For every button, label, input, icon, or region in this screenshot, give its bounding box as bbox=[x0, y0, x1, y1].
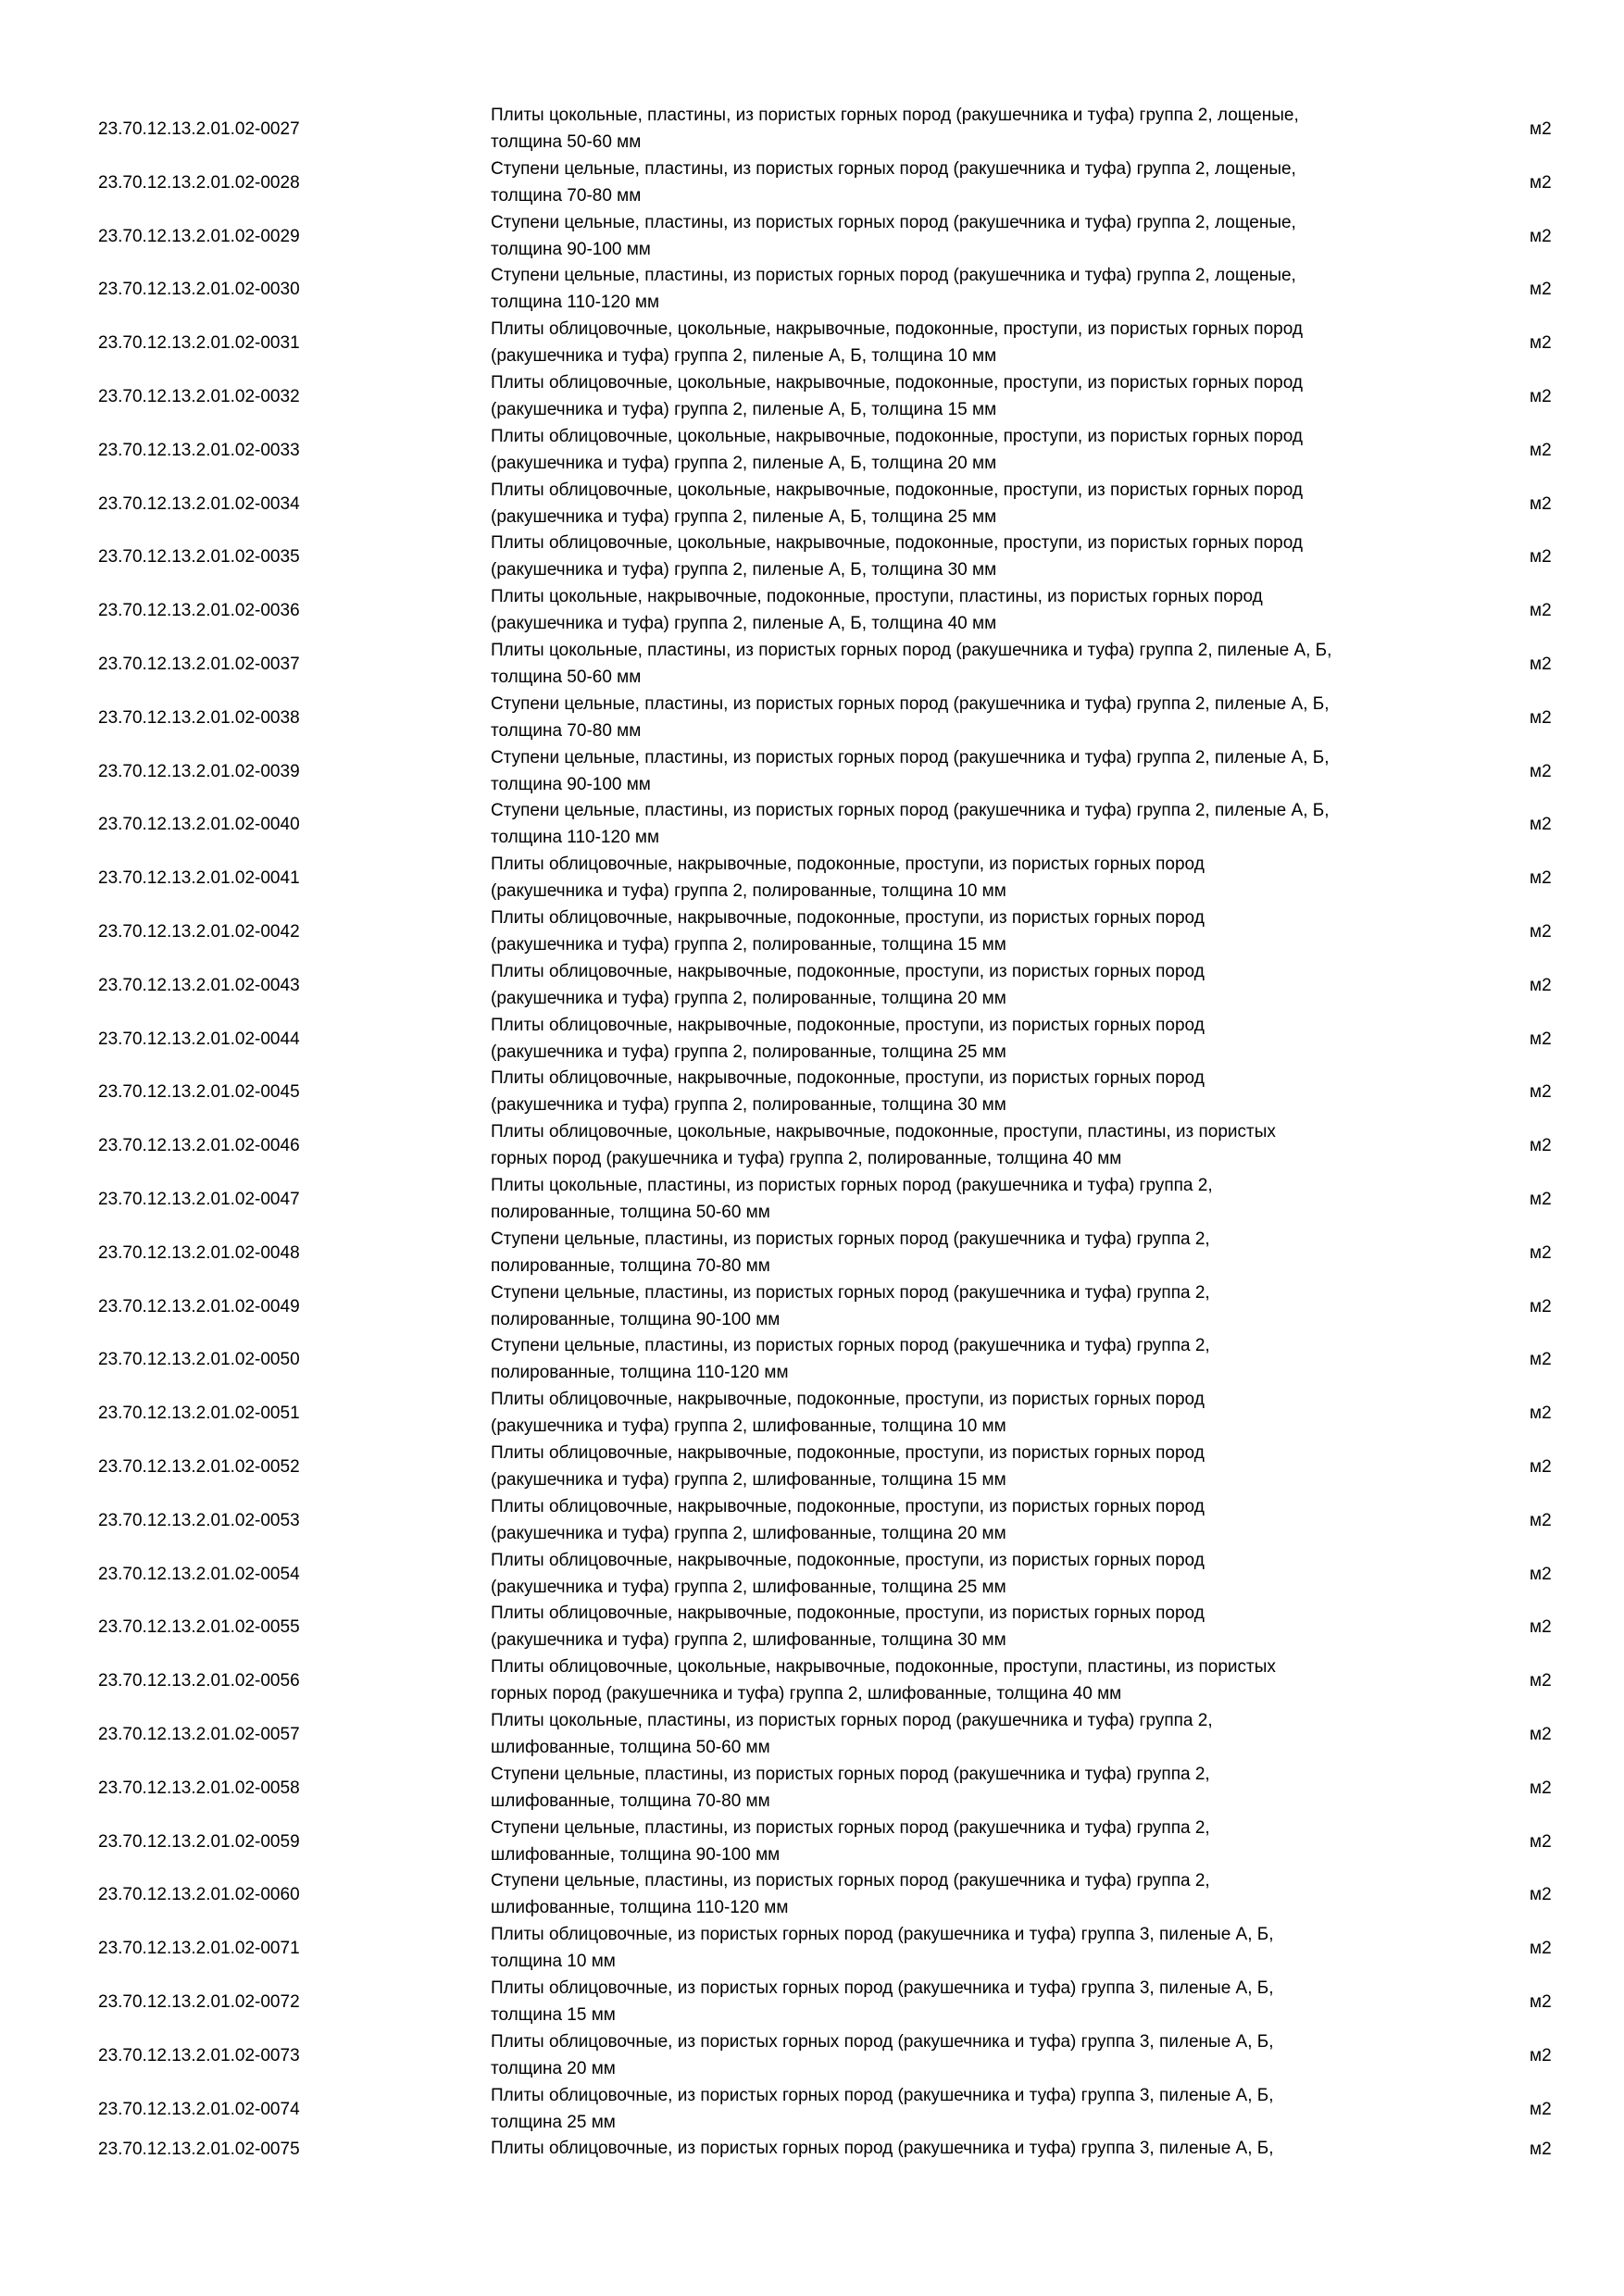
row-code: 23.70.12.13.2.01.02-0075 bbox=[98, 2140, 300, 2160]
description-line: Плиты облицовочные, из пористых горных пород (ракушечника и туфа) группа 3, пиленые А, Б, bbox=[491, 2031, 1274, 2052]
description-line: Плиты облицовочные, из пористых горных пород (ракушечника и туфа) группа 3, пиленые А, Б, bbox=[491, 2139, 1274, 2159]
row-unit: м2 bbox=[1530, 172, 1552, 193]
row-code: 23.70.12.13.2.01.02-0057 bbox=[98, 1725, 300, 1744]
description-line: (ракушечника и туфа) группа 2, шлифованные, толщина 30 мм bbox=[491, 1630, 1006, 1651]
description-line: Плиты цокольные, пластины, из пористых горных пород (ракушечника и туфа) группа 2, пиленые А, Б, bbox=[491, 641, 1332, 660]
description-line: Ступени цельные, пластины, из пористых горных пород (ракушечника и туфа) группа 2, bbox=[491, 1282, 1210, 1303]
description-line: Плиты облицовочные, накрывочные, подоконные, проступи, из пористых горных пород bbox=[491, 908, 1205, 928]
description-line: Плиты облицовочные, цокольные, накрывочные, подоконные, проступи, пластины, из пористых bbox=[491, 1657, 1276, 1678]
row-unit: м2 bbox=[1530, 1404, 1552, 1424]
description-line: шлифованные, толщина 90-100 мм bbox=[491, 1844, 781, 1865]
row-description bbox=[491, 1600, 1509, 1653]
row-unit: м2 bbox=[1530, 547, 1552, 568]
row-unit: м2 bbox=[1530, 1885, 1552, 1905]
row-unit: м2 bbox=[1530, 2045, 1552, 2065]
row-description bbox=[491, 1975, 1509, 2028]
row-code: 23.70.12.13.2.01.02-0071 bbox=[98, 1939, 300, 1959]
row-description bbox=[491, 156, 1509, 209]
description-line: Плиты цокольные, пластины, из пористых горных пород (ракушечника и туфа) группа 2, лощеные, bbox=[491, 106, 1299, 125]
row-code: 23.70.12.13.2.01.02-0031 bbox=[98, 333, 300, 354]
row-description bbox=[491, 1867, 1509, 1921]
description-line: толщина 90-100 мм bbox=[491, 774, 651, 794]
description-line: Ступени цельные, пластины, из пористых горных пород (ракушечника и туфа) группа 2, bbox=[491, 1764, 1210, 1784]
description-line: Плиты облицовочные, накрывочные, подоконные, проступи, из пористых горных пород bbox=[491, 961, 1205, 981]
row-code: 23.70.12.13.2.01.02-0074 bbox=[98, 2099, 300, 2119]
description-line: (ракушечника и туфа) группа 2, полированные, толщина 15 мм bbox=[491, 935, 1006, 955]
description-line: Плиты облицовочные, накрывочные, подоконные, проступи, из пористых горных пород bbox=[491, 1068, 1205, 1089]
row-code: 23.70.12.13.2.01.02-0044 bbox=[98, 1029, 300, 1049]
row-code: 23.70.12.13.2.01.02-0058 bbox=[98, 1778, 300, 1798]
row-code: 23.70.12.13.2.01.02-0033 bbox=[98, 440, 300, 460]
row-unit: м2 bbox=[1530, 655, 1552, 674]
row-description bbox=[491, 1547, 1509, 1601]
row-code: 23.70.12.13.2.01.02-0048 bbox=[98, 1242, 300, 1263]
row-description bbox=[491, 530, 1509, 583]
description-line: полированные, толщина 70-80 мм bbox=[491, 1255, 770, 1276]
description-line: толщина 70-80 мм bbox=[491, 720, 642, 741]
description-line: (ракушечника и туфа) группа 2, пиленые А, Б, толщина 25 мм bbox=[491, 506, 997, 527]
row-description bbox=[491, 797, 1509, 851]
description-line: (ракушечника и туфа) группа 2, пиленые А, Б, толщина 10 мм bbox=[491, 346, 997, 367]
row-unit: м2 bbox=[1530, 1242, 1552, 1263]
row-unit: м2 bbox=[1530, 333, 1552, 354]
row-description bbox=[491, 1012, 1509, 1066]
row-unit: м2 bbox=[1530, 1778, 1552, 1798]
row-code: 23.70.12.13.2.01.02-0034 bbox=[98, 493, 300, 514]
row-unit: м2 bbox=[1530, 1457, 1552, 1477]
row-description bbox=[491, 1653, 1509, 1707]
row-unit: м2 bbox=[1530, 1350, 1552, 1370]
description-line: Ступени цельные, пластины, из пористых горных пород (ракушечника и туфа) группа 2, пиленые А, Б, bbox=[491, 801, 1330, 821]
row-code: 23.70.12.13.2.01.02-0042 bbox=[98, 922, 300, 942]
row-code: 23.70.12.13.2.01.02-0045 bbox=[98, 1082, 300, 1103]
row-unit: м2 bbox=[1530, 975, 1552, 995]
description-line: Плиты облицовочные, цокольные, накрывочные, подоконные, проступи, из пористых горных пород bbox=[491, 319, 1303, 340]
row-description bbox=[491, 583, 1509, 637]
description-line: (ракушечника и туфа) группа 2, шлифованные, толщина 25 мм bbox=[491, 1577, 1006, 1597]
row-code: 23.70.12.13.2.01.02-0051 bbox=[98, 1404, 300, 1424]
row-description bbox=[491, 1065, 1509, 1118]
description-line: шлифованные, толщина 110-120 мм bbox=[491, 1898, 789, 1918]
description-line: Плиты облицовочные, цокольные, накрывочные, подоконные, проступи, из пористых горных пород bbox=[491, 373, 1303, 393]
description-line: Ступени цельные, пластины, из пористых горных пород (ракушечника и туфа) группа 2, пиленые А, Б, bbox=[491, 693, 1330, 714]
row-unit: м2 bbox=[1530, 1617, 1552, 1638]
row-description bbox=[491, 1279, 1509, 1333]
description-line: (ракушечника и туфа) группа 2, полированные, толщина 25 мм bbox=[491, 1042, 1006, 1062]
row-code: 23.70.12.13.2.01.02-0037 bbox=[98, 655, 300, 674]
row-description bbox=[491, 691, 1509, 744]
description-line: Ступени цельные, пластины, из пористых горных пород (ракушечника и туфа) группа 2, пиленые А, Б, bbox=[491, 747, 1330, 767]
row-description bbox=[491, 1921, 1509, 1975]
row-unit: м2 bbox=[1530, 1510, 1552, 1530]
row-code: 23.70.12.13.2.01.02-0028 bbox=[98, 172, 300, 193]
description-line: Плиты облицовочные, накрывочные, подоконные, проступи, из пористых горных пород bbox=[491, 1550, 1205, 1570]
description-line: Плиты облицовочные, цокольные, накрывочные, подоконные, проступи, из пористых горных пород bbox=[491, 426, 1303, 446]
description-line: Плиты облицовочные, накрывочные, подоконные, проступи, из пористых горных пород bbox=[491, 1015, 1205, 1035]
description-line: горных пород (ракушечника и туфа) группа 2, шлифованные, толщина 40 мм bbox=[491, 1684, 1122, 1704]
row-code: 23.70.12.13.2.01.02-0041 bbox=[98, 868, 300, 889]
description-line: (ракушечника и туфа) группа 2, пиленые А, Б, толщина 15 мм bbox=[491, 400, 997, 419]
description-line: (ракушечника и туфа) группа 2, полированные, толщина 10 мм bbox=[491, 881, 1006, 902]
row-unit: м2 bbox=[1530, 493, 1552, 514]
description-line: Плиты облицовочные, накрывочные, подоконные, проступи, из пористых горных пород bbox=[491, 1390, 1205, 1410]
row-description bbox=[491, 1440, 1509, 1493]
row-unit: м2 bbox=[1530, 387, 1552, 406]
row-description bbox=[491, 637, 1509, 691]
description-line: шлифованные, толщина 70-80 мм bbox=[491, 1791, 770, 1811]
row-code: 23.70.12.13.2.01.02-0027 bbox=[98, 119, 300, 139]
description-line: шлифованные, толщина 50-60 мм bbox=[491, 1738, 770, 1757]
row-code: 23.70.12.13.2.01.02-0039 bbox=[98, 761, 300, 781]
row-code: 23.70.12.13.2.01.02-0046 bbox=[98, 1136, 300, 1156]
row-description bbox=[491, 2082, 1509, 2136]
description-line: полированные, толщина 90-100 мм bbox=[491, 1309, 781, 1329]
row-unit: м2 bbox=[1530, 868, 1552, 889]
row-code: 23.70.12.13.2.01.02-0049 bbox=[98, 1296, 300, 1316]
description-line: толщина 15 мм bbox=[491, 2005, 616, 2025]
row-unit: м2 bbox=[1530, 1564, 1552, 1584]
description-line: (ракушечника и туфа) группа 2, шлифованные, толщина 20 мм bbox=[491, 1523, 1006, 1543]
row-description bbox=[491, 477, 1509, 530]
row-code: 23.70.12.13.2.01.02-0050 bbox=[98, 1350, 300, 1370]
row-description bbox=[491, 423, 1509, 477]
row-unit: м2 bbox=[1530, 1136, 1552, 1156]
row-unit: м2 bbox=[1530, 601, 1552, 621]
row-unit: м2 bbox=[1530, 440, 1552, 460]
row-unit: м2 bbox=[1530, 922, 1552, 942]
description-line: Плиты облицовочные, накрывочные, подоконные, проступи, из пористых горных пород bbox=[491, 1443, 1205, 1463]
description-line: (ракушечника и туфа) группа 2, шлифованные, толщина 10 мм bbox=[491, 1416, 1006, 1437]
row-code: 23.70.12.13.2.01.02-0043 bbox=[98, 975, 300, 995]
row-description bbox=[491, 102, 1509, 156]
row-code: 23.70.12.13.2.01.02-0053 bbox=[98, 1510, 300, 1530]
row-description bbox=[491, 2135, 1509, 2162]
row-code: 23.70.12.13.2.01.02-0072 bbox=[98, 1992, 300, 2012]
row-unit: м2 bbox=[1530, 2140, 1552, 2160]
row-unit: м2 bbox=[1530, 1296, 1552, 1316]
description-line: Ступени цельные, пластины, из пористых горных пород (ракушечника и туфа) группа 2, bbox=[491, 1871, 1210, 1891]
row-description bbox=[491, 1172, 1509, 1226]
row-description bbox=[491, 1226, 1509, 1279]
row-unit: м2 bbox=[1530, 1190, 1552, 1209]
row-unit: м2 bbox=[1530, 1939, 1552, 1959]
description-line: (ракушечника и туфа) группа 2, пиленые А, Б, толщина 30 мм bbox=[491, 560, 997, 580]
row-unit: м2 bbox=[1530, 1082, 1552, 1103]
description-line: Плиты цокольные, пластины, из пористых горных пород (ракушечника и туфа) группа 2, bbox=[491, 1711, 1213, 1730]
row-code: 23.70.12.13.2.01.02-0073 bbox=[98, 2045, 300, 2065]
row-code: 23.70.12.13.2.01.02-0032 bbox=[98, 387, 300, 406]
row-description bbox=[491, 1386, 1509, 1440]
row-unit: м2 bbox=[1530, 1831, 1552, 1852]
row-description bbox=[491, 209, 1509, 263]
row-unit: м2 bbox=[1530, 2099, 1552, 2119]
row-code: 23.70.12.13.2.01.02-0047 bbox=[98, 1190, 300, 1209]
description-line: Ступени цельные, пластины, из пористых горных пород (ракушечника и туфа) группа 2, bbox=[491, 1229, 1210, 1249]
description-line: Ступени цельные, пластины, из пористых горных пород (ракушечника и туфа) группа 2, лощеные, bbox=[491, 212, 1296, 232]
description-line: Плиты облицовочные, из пористых горных пород (ракушечника и туфа) группа 3, пиленые А, Б, bbox=[491, 1925, 1274, 1945]
description-line: Плиты облицовочные, накрывочные, подоконные, проступи, из пористых горных пород bbox=[491, 1496, 1205, 1516]
description-line: толщина 10 мм bbox=[491, 1952, 616, 1972]
description-line: (ракушечника и туфа) группа 2, полированные, толщина 30 мм bbox=[491, 1095, 1006, 1116]
row-description bbox=[491, 2028, 1509, 2082]
row-code: 23.70.12.13.2.01.02-0038 bbox=[98, 707, 300, 728]
description-line: Плиты цокольные, накрывочные, подоконные, проступи, пластины, из пористых горных пород bbox=[491, 587, 1263, 607]
description-line: толщина 70-80 мм bbox=[491, 185, 642, 206]
row-unit: м2 bbox=[1530, 815, 1552, 835]
row-code: 23.70.12.13.2.01.02-0060 bbox=[98, 1885, 300, 1905]
row-description bbox=[491, 1707, 1509, 1761]
description-line: толщина 50-60 мм bbox=[491, 668, 642, 687]
row-code: 23.70.12.13.2.01.02-0052 bbox=[98, 1457, 300, 1477]
description-line: горных пород (ракушечника и туфа) группа 2, полированные, толщина 40 мм bbox=[491, 1149, 1122, 1169]
row-description bbox=[491, 369, 1509, 423]
row-unit: м2 bbox=[1530, 1725, 1552, 1744]
description-line: (ракушечника и туфа) группа 2, шлифованные, толщина 15 мм bbox=[491, 1470, 1006, 1490]
description-line: Ступени цельные, пластины, из пористых горных пород (ракушечника и туфа) группа 2, bbox=[491, 1336, 1210, 1356]
description-line: толщина 90-100 мм bbox=[491, 239, 651, 259]
row-description bbox=[491, 1815, 1509, 1868]
description-line: полированные, толщина 110-120 мм bbox=[491, 1363, 789, 1383]
row-description bbox=[491, 1761, 1509, 1815]
row-unit: м2 bbox=[1530, 707, 1552, 728]
row-description bbox=[491, 744, 1509, 798]
row-description bbox=[491, 1332, 1509, 1386]
row-description bbox=[491, 262, 1509, 316]
description-line: толщина 110-120 мм bbox=[491, 293, 660, 313]
row-unit: м2 bbox=[1530, 280, 1552, 300]
row-description bbox=[491, 316, 1509, 369]
description-line: полированные, толщина 50-60 мм bbox=[491, 1203, 770, 1222]
row-code: 23.70.12.13.2.01.02-0036 bbox=[98, 601, 300, 621]
row-code: 23.70.12.13.2.01.02-0055 bbox=[98, 1617, 300, 1638]
description-line: (ракушечника и туфа) группа 2, пиленые А, Б, толщина 40 мм bbox=[491, 614, 997, 634]
description-line: (ракушечника и туфа) группа 2, пиленые А, Б, толщина 20 мм bbox=[491, 453, 997, 473]
description-line: Ступени цельные, пластины, из пористых горных пород (ракушечника и туфа) группа 2, лощеные, bbox=[491, 158, 1296, 179]
row-code: 23.70.12.13.2.01.02-0030 bbox=[98, 280, 300, 300]
description-line: Плиты цокольные, пластины, из пористых горных пород (ракушечника и туфа) группа 2, bbox=[491, 1176, 1213, 1195]
description-line: Плиты облицовочные, из пористых горных пород (ракушечника и туфа) группа 3, пиленые А, Б, bbox=[491, 2085, 1274, 2105]
row-unit: м2 bbox=[1530, 761, 1552, 781]
row-description bbox=[491, 1118, 1509, 1172]
description-line: толщина 110-120 мм bbox=[491, 828, 660, 848]
description-line: толщина 25 мм bbox=[491, 2112, 616, 2132]
row-code: 23.70.12.13.2.01.02-0029 bbox=[98, 226, 300, 246]
row-unit: м2 bbox=[1530, 119, 1552, 139]
row-description bbox=[491, 1493, 1509, 1547]
row-code: 23.70.12.13.2.01.02-0056 bbox=[98, 1671, 300, 1691]
description-line: толщина 50-60 мм bbox=[491, 132, 642, 152]
description-line: Плиты облицовочные, цокольные, накрывочные, подоконные, проступи, из пористых горных пород bbox=[491, 533, 1303, 554]
description-line: Плиты облицовочные, накрывочные, подоконные, проступи, из пористых горных пород bbox=[491, 1603, 1205, 1624]
description-line: Ступени цельные, пластины, из пористых горных пород (ракушечника и туфа) группа 2, лощеные, bbox=[491, 266, 1296, 286]
row-code: 23.70.12.13.2.01.02-0054 bbox=[98, 1564, 300, 1584]
description-line: Плиты облицовочные, цокольные, накрывочные, подоконные, проступи, пластины, из пористых bbox=[491, 1122, 1276, 1142]
row-code: 23.70.12.13.2.01.02-0059 bbox=[98, 1831, 300, 1852]
row-unit: м2 bbox=[1530, 226, 1552, 246]
row-unit: м2 bbox=[1530, 1029, 1552, 1049]
description-line: Плиты облицовочные, из пористых горных пород (ракушечника и туфа) группа 3, пиленые А, Б, bbox=[491, 1978, 1274, 1998]
description-line: Плиты облицовочные, цокольные, накрывочные, подоконные, проступи, из пористых горных пород bbox=[491, 480, 1303, 500]
row-unit: м2 bbox=[1530, 1992, 1552, 2012]
row-unit: м2 bbox=[1530, 1671, 1552, 1691]
row-description bbox=[491, 958, 1509, 1012]
description-line: (ракушечника и туфа) группа 2, полированные, толщина 20 мм bbox=[491, 988, 1006, 1008]
row-code: 23.70.12.13.2.01.02-0035 bbox=[98, 547, 300, 568]
description-line: толщина 20 мм bbox=[491, 2058, 616, 2078]
row-code: 23.70.12.13.2.01.02-0040 bbox=[98, 815, 300, 835]
row-description bbox=[491, 905, 1509, 958]
description-line: Плиты облицовочные, накрывочные, подоконные, проступи, из пористых горных пород bbox=[491, 855, 1205, 875]
description-line: Ступени цельные, пластины, из пористых горных пород (ракушечника и туфа) группа 2, bbox=[491, 1817, 1210, 1838]
row-description bbox=[491, 851, 1509, 905]
